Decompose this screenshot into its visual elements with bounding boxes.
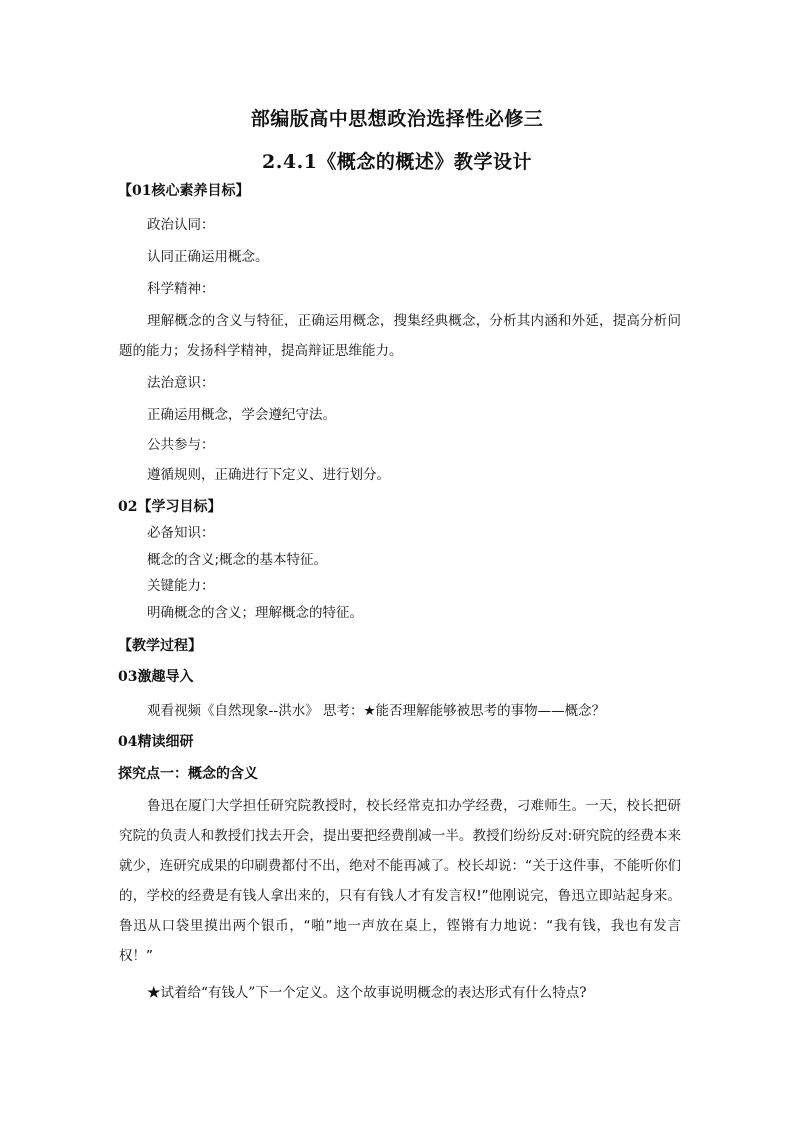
core-goal-label-political: 政治认同：: [147, 217, 215, 233]
learning-goal-label-knowledge: 必备知识：: [147, 525, 215, 541]
core-goal-label-law: 法治意识：: [147, 375, 215, 391]
section-heading-intro: 03激趣导入: [118, 669, 194, 685]
core-goal-text-science: 理解概念的含义与特征，正确运用概念，搜集经典概念，分析其内涵和外延，提高分析问题的能力；发扬科学精神，提高辩证思维能力。: [119, 313, 681, 359]
study-subheading: 探究点一：概念的含义: [118, 766, 258, 782]
document-title: 部编版高中思想政治选择性必修三: [250, 108, 544, 130]
learning-goal-text-knowledge: 概念的含义;概念的基本特征。: [147, 552, 328, 568]
learning-goal-text-ability: 明确概念的含义；理解概念的特征。: [147, 605, 363, 621]
section-heading-teaching-process: 【教学过程】: [118, 638, 202, 654]
study-story-paragraph: 鲁迅在厦门大学担任研究院教授时，校长经常克扣办学经费，刁难师生。一天，校长把研究院的负责人和教授们找去开会，提出要把经费削减一半。教授们纷纷反对:研究院的经费本来就少，连研究成果的印刷费都付不出，绝对不能再减了。校长却说：“关于这件事，不能听你们的，学校的经费是有钱人拿出来的，只有有钱人才有发言权!”他刚说完，鲁迅立即站起身来。鲁迅从口袋里摸出两个银币，“啪”地一声放在桌上，铿锵有力地说：“我有钱，我也有发言权！”: [119, 798, 681, 964]
core-goal-label-science: 科学精神：: [147, 281, 215, 297]
section-heading-study: 04精读细研: [118, 734, 194, 750]
section-heading-learning-goals: 02【学习目标】: [118, 499, 222, 515]
section-heading-core-goals: 【01核心素养目标】: [118, 183, 250, 199]
document-subtitle: 2.4.1《概念的概述》教学设计: [262, 151, 532, 173]
core-goal-text-political: 认同正确运用概念。: [147, 249, 269, 265]
learning-goal-label-ability: 关键能力：: [147, 578, 215, 594]
core-goal-text-law: 正确运用概念，学会遵纪守法。: [147, 407, 336, 423]
study-question: ★试着给“有钱人”下一个定义。这个故事说明概念的表达形式有什么特点?: [147, 985, 587, 1001]
core-goal-text-public: 遵循规则，正确进行下定义、进行划分。: [147, 467, 390, 483]
core-goal-label-public: 公共参与：: [147, 437, 215, 453]
intro-text: 观看视频《自然现象--洪水》 思考：★能否理解能够被思考的事物——概念？: [147, 703, 606, 719]
